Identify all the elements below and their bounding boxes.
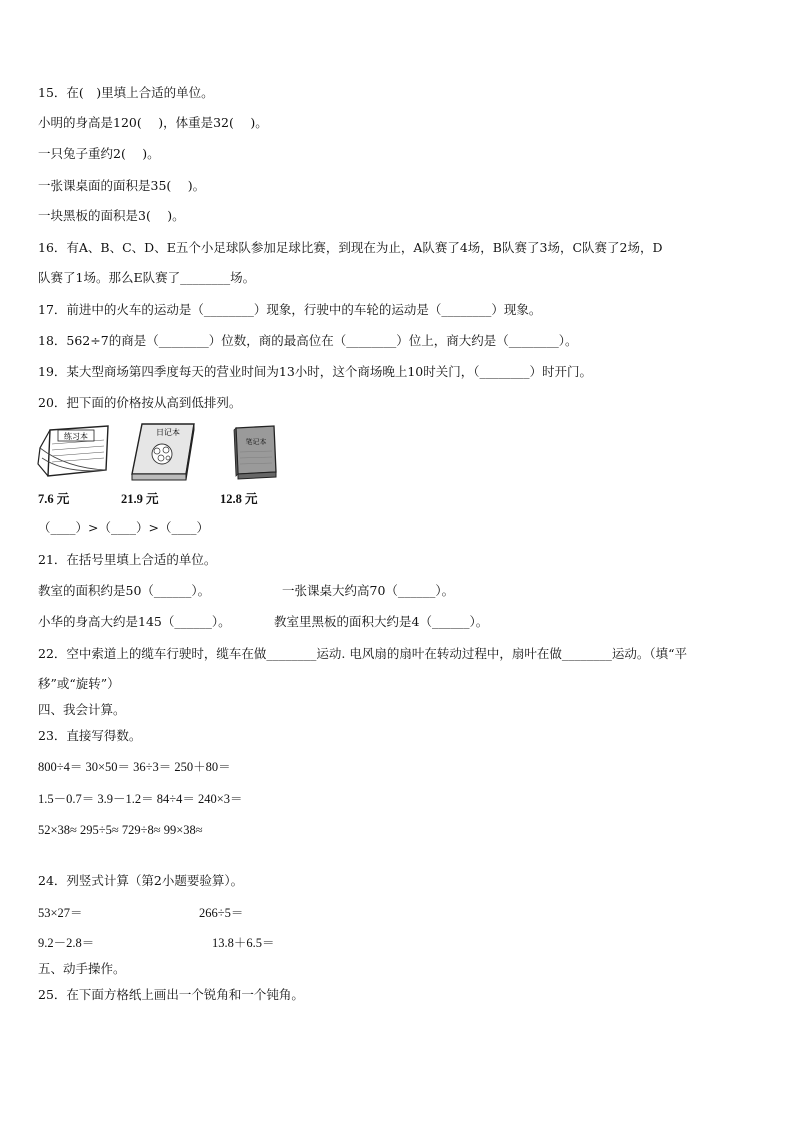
q20-order-blanks: （____）>（____）>（____） [38, 520, 209, 535]
price-notebook: 12.8 元 [220, 492, 258, 506]
q21-line1b: 一张课桌大约高70（______）。 [282, 583, 455, 598]
diary-book-cover-label: 日记本 [156, 428, 180, 437]
q19: 19．某大型商场第四季度每天的营业时间为13小时，这个商场晚上10时关门，（________）时开门。 [38, 364, 592, 379]
q23-row1: 800÷4＝ 30×50＝ 36÷3＝ 250＋80＝ [38, 760, 231, 774]
q24-title: 24．列竖式计算（第2小题要验算）。 [38, 873, 244, 888]
q15-title: 15．在( )里填上合适的单位。 [38, 85, 214, 100]
q21-line1a: 教室的面积约是50（______）。 [38, 583, 211, 598]
section-5-heading: 五、动手操作。 [38, 961, 126, 976]
diary-book-image [124, 420, 198, 487]
notebook-cover-label: 笔记本 [245, 438, 267, 446]
q20: 20．把下面的价格按从高到低排列。 [38, 395, 242, 410]
q18: 18．562÷7的商是（________）位数，商的最高位在（________）位上，商大约是（________）。 [38, 333, 578, 348]
q24-a: 53×27＝ [38, 906, 83, 920]
q17: 17．前进中的火车的运动是（________）现象，行驶中的车轮的运动是（________）现象。 [38, 302, 542, 317]
q21-title: 21．在括号里填上合适的单位。 [38, 552, 217, 567]
q21-line2b: 教室里黑板的面积大约是4（______）。 [274, 614, 489, 629]
price-diary-book: 21.9 元 [121, 492, 159, 506]
q24-d: 13.8＋6.5＝ [212, 936, 275, 950]
q15-line1: 小明的身高是120( )，体重是32( )。 [38, 115, 268, 130]
q15-line4: 一块黑板的面积是3( )。 [38, 208, 185, 223]
q24-c: 9.2－2.8＝ [38, 936, 95, 950]
q23-title: 23．直接写得数。 [38, 728, 142, 743]
q22-line2: 移”或“旋转”） [38, 676, 120, 691]
q15-line2: 一只兔子重约2( )。 [38, 146, 160, 161]
exercise-book-image [36, 424, 110, 487]
q23-row2: 1.5－0.7＝ 3.9－1.2＝ 84÷4＝ 240×3＝ [38, 792, 243, 806]
q24-b: 266÷5＝ [199, 906, 244, 920]
q21-line2a: 小华的身高大约是145（______）。 [38, 614, 231, 629]
q23-row3: 52×38≈ 295÷5≈ 729÷8≈ 99×38≈ [38, 823, 203, 837]
price-exercise-book: 7.6 元 [38, 492, 70, 506]
q25: 25．在下面方格纸上画出一个锐角和一个钝角。 [38, 987, 304, 1002]
q16-line1: 16．有A、B、C、D、E五个小足球队参加足球比赛，到现在为止，A队赛了4场，B队赛了3场，C队赛了2场，D [38, 240, 663, 255]
q16-line2: 队赛了1场。那么E队赛了________场。 [38, 270, 256, 285]
notebook-image [226, 422, 282, 485]
q15-line3: 一张课桌面的面积是35( )。 [38, 178, 206, 193]
exercise-book-cover-label: 练习本 [64, 432, 88, 441]
section-4-heading: 四、我会计算。 [38, 702, 126, 717]
q22-line1: 22．空中索道上的缆车行驶时，缆车在做________运动. 电风扇的扇叶在转动过程中，扇叶在做________运动。（填“平 [38, 646, 687, 661]
